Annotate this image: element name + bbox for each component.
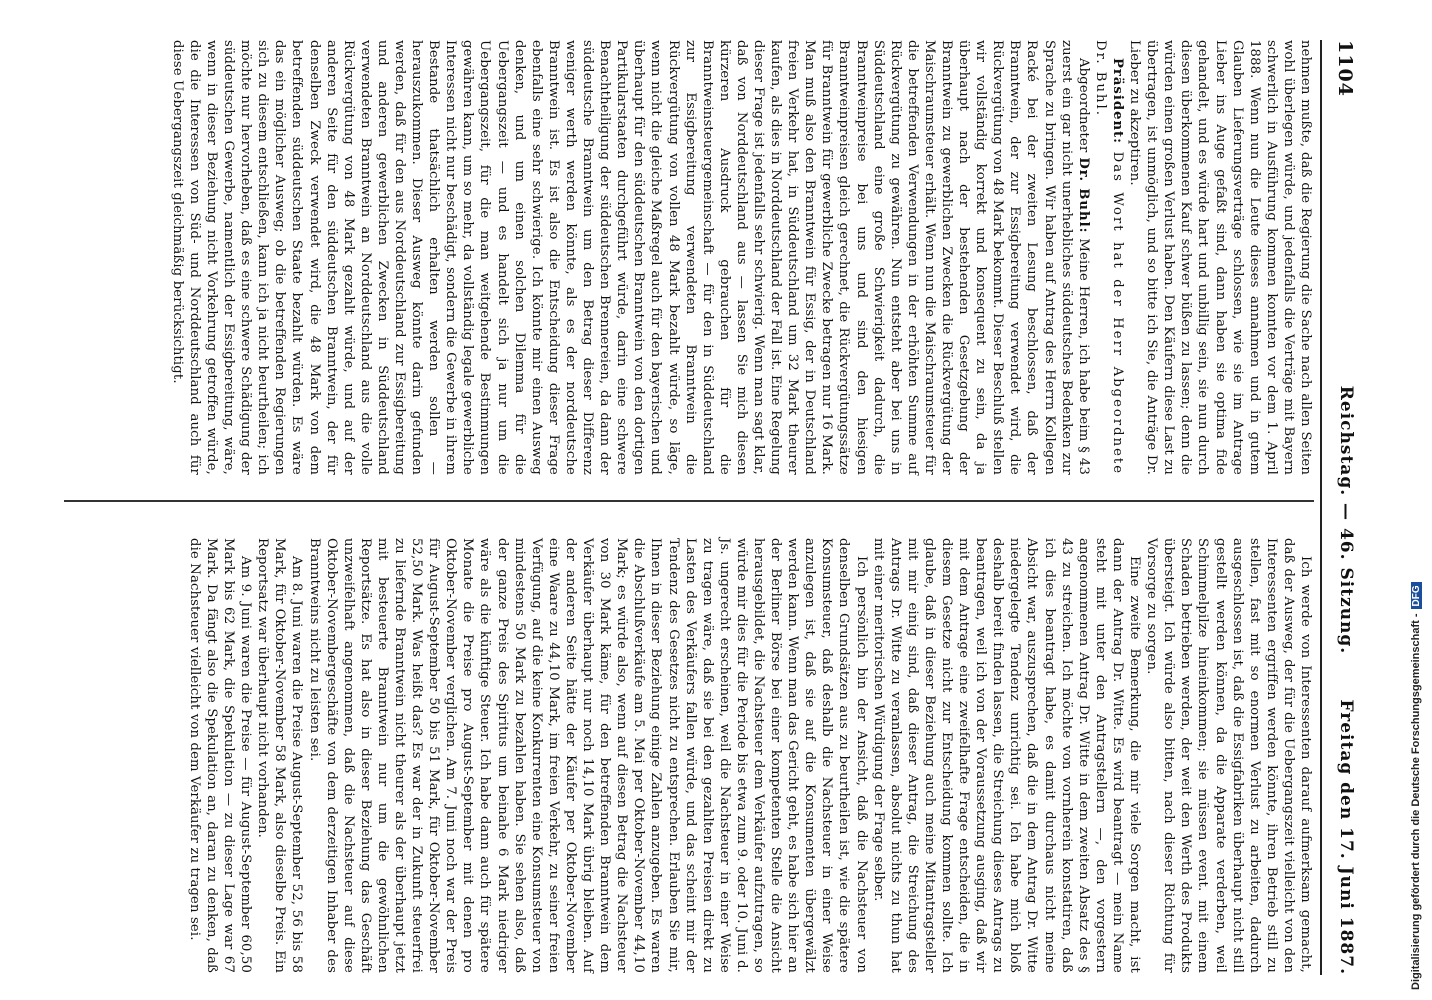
paragraph: Präsident: Das Wort hat der Herr Abgeordnete Dr. Buhl. (1092, 40, 1125, 476)
speaker-label: Präsident: (1109, 58, 1125, 145)
page-number: 1104 (1334, 40, 1356, 97)
session-date: Freitag den 17. Juni 1887. (1336, 699, 1356, 975)
paragraph: Am 8. Juni waren die Preise August-September 52, 56 bis 58 Mark, für Oktober-November 58 Mark, also dieselbe Preis. Ein Reportsatz war überhaupt nicht vorhanden. (255, 538, 305, 973)
right-column (186, 538, 1314, 973)
page-header (1326, 40, 1360, 975)
dfg-logo: DFG (1411, 582, 1422, 609)
paragraph: Ich persönlich bin der Ansicht, daß die Nachsteuer von denselben Grundsätzen aus zu beurtheilen ist, wie die spätere Konsumsteuer, daß deshalb die Nachsteuer in einer Weise anzulegen ist, daß sie auf die Konsumenten übergewälzt werden kann. Wenn man das Gericht geht, es habe sich hier an der Berliner Börse bei einer kompetenten Stelle die Ansicht herausgebildet, die Nachsteuer dem Verkäufer aufzutragen, so würde mir dies für die Periode bis etwa zum 9. oder 10. Juni d. Js. ungerecht erscheinen, weil die Nachsteuer in einer Weise zu tragen wäre, daß sie bei den gezahlten Preisen direkt zu Lasten des Verkäufers fallen würde, und das scheint mir der Tendenz des Gesetzes nicht zu entsprechen. Erlauben Sie mir, Ihnen in dieser Beziehung einige Zahlen anzugeben. Es waren die Abschlußverkäufe am 5. Mai per Oktober-November 44,10 Mark; es würde also, wenn auf diesen Betrag die Nachsteuer von 30 Mark käme, für den betreffenden Branntwein dem Verkäufer überhaupt nur noch 14,10 Mark übrig bleiben. Auf der anderen Seite hätte der Käufer per Oktober-November eine Waare zu 44,10 Mark, im freien Verkehr, zu seiner freien Verfügung, auf die keine Konkurrenten eine Konsumsteuer von mindestens 50 Mark zu bezahlen haben. Sie sehen also, daß der ganze Preis des Spiritus um beinahe 6 Mark niedriger wäre als die künftige Steuer. Ich habe dann auch für spätere Monate die Preise pro August-September mit denen pro Oktober-November verglichen. Am 7. Juni noch war der Preis für August-September 50 bis 51 Mark, für Oktober-November 52,50 Mark. Was heißt das? Es war der in Zukunft steuerfrei zu liefernde Branntwein nicht theurer als der überhaupt jetzt mit besteuerte Branntwein nur um die gewöhnlichen Reportsätze. Es hat also in dieser Beziehung das Geschäft unzweifelhaft angenommen, daß die Nachsteuer auf diese Oktober-Novembergeschäfte von dem derzeitigen Inhaber des Branntweins nicht zu leisten sei. (306, 538, 869, 973)
paragraph: Abgeordneter Dr. Buhl: Meine Herren, ich habe beim § 43 zuerst ein gar nicht unerhebliches süddeutsches Bedenken zur Sprache zu bringen. Wir haben auf Antrag des Herrn Kollegen Racké bei der zweiten Lesung beschlossen, daß der Branntwein, der zur Essigbereitung verwendet wird, die Rückvergütung von 48 Mark bekommt. Dieser Beschluß stellen wir vollständig korrekt und konsequent zu sein, da ja überhaupt nach der bestehenden Gesetzgebung der Branntwein zu gewerblichen Zwecken die Rückvergütung der Maischraumsteuer erhält. Wenn nun die Maischraumsteuer für die betreffenden Verwendungen in der erhöhten Summe auf Rückvergütung zu gewähren. Nun entsteht aber bei uns in Süddeutschland eine große Schwierigkeit dadurch, die Branntweinpreise bei uns und sind den hiesigen Branntweinpreisen gleich gerechnet, die Rückvergütungssätze für Branntwein für gewerbliche Zwecke betragen nur 16 Mark. Man muß also den Branntwein für Essig, der in Deutschland freien Verkehr hat, in Süddeutschland um 32 Mark theurer kaufen, als dies in Norddeutschland der Fall ist. Eine Regelung dieser Frage ist jedenfalls sehr schwierig. Wenn man sagt klar, daß von Norddeutschland aus — lassen Sie mich diesen kürzeren Ausdruck gebrauchen für die Branntweinsteuergemeinschaft — für den in Süddeutschland zur Essigbereitung verwendeten Branntwein die Rückvergütung von vollen 48 Mark bezahlt würde, so läge, wenn nicht die gleiche Maßregel auch für den bayerischen und überhaupt für den süddeutschen Branntwein von den dortigen Partikularstaaten durchgeführt würde, darin eine schwere Benachtheiligung der süddeutschen Brennereien, da dann der süddeutsche Branntwein um den Betrag dieser Differenz weniger werth werden könnte, als es der norddeutsche Branntwein ist. Es ist also die Entscheidung dieser Frage ebenfalls eine sehr schwierige. Ich könnte mir einen Ausweg denken, und um einen solchen Dilemma für die Uebergangszeit — und es handelt sich ja nur um die Uebergangszeit, für die man weitgehende Bestimmungen gewähren kann, um so mehr, da vollständig legale gewerbliche Interessen nicht nur beschädigt, sondern die Gewerbe in ihrem Bestande thatsächlich erhalten werden sollen — herauszukommen. Dieser Ausweg könnte darin gefunden werden, daß für den aus Norddeutschland zur Essigbereitung und anderen gewerblichen Zwecken in Süddeutschland verwendeten Branntwein an Norddeutschland aus die volle Rückvergütung von 48 Mark gezahlt würde, und auf der anderen Seite für den süddeutschen Branntwein, der für denselben Zweck verwendet wird, die 48 Mark von dem betreffenden süddeutschen Staate bezahlt würden. Es wäre das ein möglicher Ausweg; ob die betreffenden Regierungen sich zu diesem entschließen, kann ich ja nicht beurtheilen; ich möchte nur hervorheben, daß es eine schwere Schädigung der süddeutschen Gewerbe, namentlich der Essigbereitung, wäre, wenn in dieser Beziehung nicht Vorkehrung getroffen würde, die die Interessen von Süd- und Norddeutschland auch für diese Uebergangszeit gleichmäßig berücksichtigt. (169, 40, 1091, 476)
session-title: Reichstag. — 46. Sitzung. (1336, 385, 1356, 655)
paragraph: nehmen mußte, daß die Regierung die Sache nach allen Seiten wohl überlegen würde, und jedenfalls die Verträge mit Bayern schwerlich in Ausführung kommen konnten vor dem 1. April 1888. Wenn nun die Leute dieses annahmen und in gutem Glauben Lieferungsverträge schlossen, wie sie im Antrage Lieber ins Auge gefaßt sind, dann haben sie optima fide gehandelt, und es würde hart und unbillig sein, sie nun durch diesen überkommenen Kauf schwer büßen zu lassen; denn die würden einen großen Verlust haben. Den Käufern diese Last zu übertragen, ist unmöglich, und so bitte ich Sie, die Anträge Dr. Lieber zu akzeptiren. (1127, 40, 1313, 475)
paragraph: Am 9. Juni waren die Preise — für August-September 60,50 Mark bis 62 Mark, die Spekulation — zu dieser Lage war 67 Mark. Da fängt also die Spekulation an, daran zu denken, daß die Nachsteuer vielleicht von dem Verkäufer zu tragen sei. (186, 538, 254, 973)
left-column (169, 40, 1314, 475)
speaker-label: Dr. Buhl: (1075, 157, 1091, 234)
digitization-credit (1410, 582, 1422, 990)
paragraph: Eine zweite Bemerkung, die mir viele Sorgen macht, ist dann der Antrag Dr. Witte. Es wird beantragt — mein Name steht mit unter den Antragstellern —, den vorgestern angenommenen Antrag Dr. Witte in dem zweiten Absatz des § 43 zu streichen. Ich möchte von vornherein konstatiren, daß ich dies beantragt habe, es damit durchaus nicht meine Absicht war, auszusprechen, daß die in dem Antrag Dr. Witte niedergelegte Tendenz unrichtig sei. Ich habe mich bloß deshalb bereit finden lassen, die Streichung dieses Antrags zu beantragen, weil ich von der Voraussetzung ausging, daß wir mit dem Antrage eine zweifelhafte Frage entscheiden, die in diesem Gesetze nicht zur Entscheidung kommen sollte. Ich glaube, daß in dieser Beziehung auch meine Mitantragsteller mit mir einig sind, daß dieser Antrag, die Streichung des Antrags Dr. Witte zu veranlassen, absolut nichts zu thun hat mit einer meritorischen Würdigung der Frage selber. (870, 538, 1143, 973)
column-divider (64, 500, 1314, 502)
header-rule (1320, 40, 1322, 975)
scanned-page (50, 0, 1380, 1000)
paragraph: Ich werde von Interessenten darauf aufmerksam gemacht, daß der Ausweg, der für die Uebergangszeit vielleicht von den Interessenten ergriffen werden könnte, ihren Betrieb still zu stellen, fast mit so enormen Verlust zu arbeiten, dadurch ausgeschlossen ist, daß die Essigfabriken überhaupt nicht still gestellt werden können, da die Apparate verderben, weil Schimmelpilze hineinkommen; sie müssen event. mit einem Schaden betrieben werden, der weit den Werth des Produkts übersteigt. Ich würde also bitten, nach dieser Richtung für Vorsorge zu sorgen. (1144, 538, 1313, 973)
credit-text: Digitalisierung gefördert durch die Deutsche Forschungsgemeinschaft - (1410, 613, 1422, 990)
